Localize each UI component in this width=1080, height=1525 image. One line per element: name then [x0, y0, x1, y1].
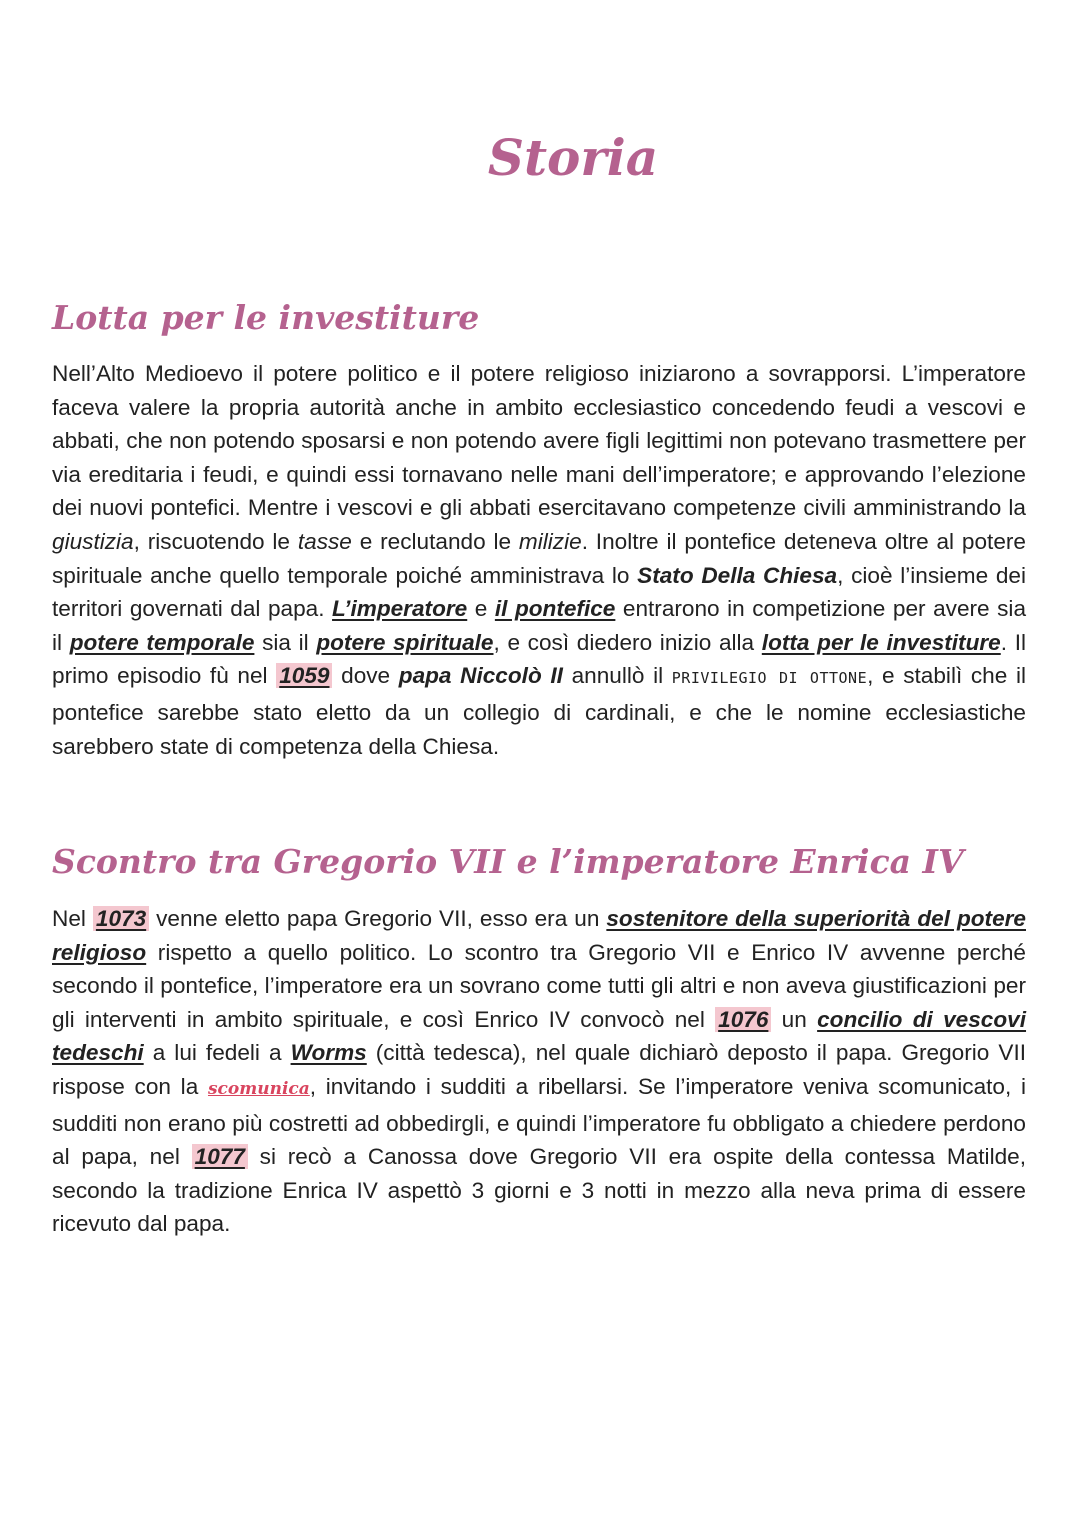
- section-heading-scontro: Scontro tra Gregorio VII e l’imperatore Enrica IV: [52, 842, 964, 881]
- term-scomunica: scomunica: [207, 1078, 310, 1099]
- term-stato-della-chiesa: Stato Della Chiesa: [637, 562, 838, 588]
- text-run: un: [771, 1006, 818, 1032]
- section-heading-investiture: Lotta per le investiture: [52, 298, 480, 337]
- term-concilio: concilio di vescovi tedeschi: [52, 1006, 1027, 1066]
- date-highlight-1076: 1076: [715, 1007, 771, 1032]
- text-run: . Il primo episodio fù nel: [52, 629, 1026, 689]
- text-run: entrarono in competizione per avere sia il: [52, 596, 1027, 655]
- term-privilegio-ottone: PRIVILEGIO DI OTTONE: [671, 669, 868, 688]
- term-papa-niccolo: papa Niccolò II: [398, 663, 563, 689]
- term-imperatore: L’imperatore: [332, 596, 468, 622]
- section-paragraph-scontro: [52, 902, 1026, 1241]
- date-highlight-1077: 1077: [192, 1144, 248, 1169]
- text-run: (città tedesca), nel quale dichiarò deposto il papa. Gregorio VII rispose con la: [52, 1040, 1027, 1099]
- term-lotta-investiture: lotta per le investiture: [761, 629, 1001, 655]
- text-run: , e così diedero inizio alla: [493, 629, 762, 655]
- text-run: , cioè l’insieme dei territori governati dal papa.: [52, 562, 1026, 622]
- term-tasse: tasse: [297, 528, 352, 554]
- text-run: , e stabilì che il pontefice sarebbe stato eletto da un collegio di cardinali, e che le nomine ecclesiastiche sarebbero state di competenza della Chiesa.: [52, 663, 1026, 759]
- text-run: , invitando i sudditi a ribellarsi. Se l’imperatore veniva scomunicato, i sudditi non erano più costretti ad obbedirgli, e quindi l’imperatore fu obbligato a chiedere perdono al papa, nel: [52, 1073, 1026, 1170]
- term-milizie: milizie: [518, 528, 582, 554]
- text-run: , riscuotendo le: [133, 528, 298, 554]
- text-run: dove: [332, 663, 399, 689]
- text-run: venne eletto papa Gregorio VII, esso era un: [149, 906, 607, 931]
- page-title: Storia: [487, 128, 659, 187]
- text-run: annullò il: [562, 663, 672, 689]
- text-run: e reclutando le: [351, 528, 519, 554]
- text-run: sia il: [254, 629, 317, 655]
- date-highlight-1059: 1059: [276, 663, 332, 688]
- text-run: rispetto a quello politico. Lo scontro tra Gregorio VII e Enrico IV avvenne perché secondo il pontefice, l’imperatore era un sovrano come tutti gli altri e non aveva giustificazioni per gli interventi in ambito spirituale, e così Enrico IV convocò nel: [52, 939, 1026, 1032]
- text-run: Nell’Alto Medioevo il potere politico e il potere religioso iniziarono a sovrapporsi. L’imperatore faceva valere la propria autorità anche in ambito ecclesiastico concedendo feudi a vescovi e abbati, che non potendo sposarsi e non potendo avere figli legittimi non potevano trasmettere per via ereditaria i feudi, e quindi essi tornavano nelle mani dell’imperatore; e approvando l’elezione dei nuovi pontefici. Mentre i vescovi e gli abbati esercitavano competenze civili amministrando la: [52, 361, 1026, 521]
- term-superiorita: sostenitore della superiorità del potere religioso: [52, 906, 1026, 965]
- text-run: Nel: [52, 906, 93, 931]
- date-highlight-1073: 1073: [93, 906, 149, 931]
- section-paragraph-investiture: [52, 357, 1026, 763]
- text-run: si recò a Canossa dove Gregorio VII era ospite della contessa Matilde, secondo la tradizione Enrica IV aspettò 3 giorni e 3 notti in mezzo alla neva prima di essere ricevuto dal papa.: [52, 1144, 1026, 1237]
- term-potere-temporale: potere temporale: [69, 629, 255, 655]
- term-giustizia: giustizia: [52, 528, 134, 554]
- text-run: a lui fedeli a: [143, 1040, 291, 1066]
- term-potere-spirituale: potere spirituale: [316, 629, 494, 655]
- text-run: . Inoltre il pontefice deteneva oltre al potere spirituale anche quello temporale poiché amministrava lo: [52, 528, 1026, 588]
- text-run: e: [467, 596, 495, 622]
- term-pontefice: il pontefice: [494, 596, 616, 622]
- term-worms: Worms: [290, 1040, 367, 1066]
